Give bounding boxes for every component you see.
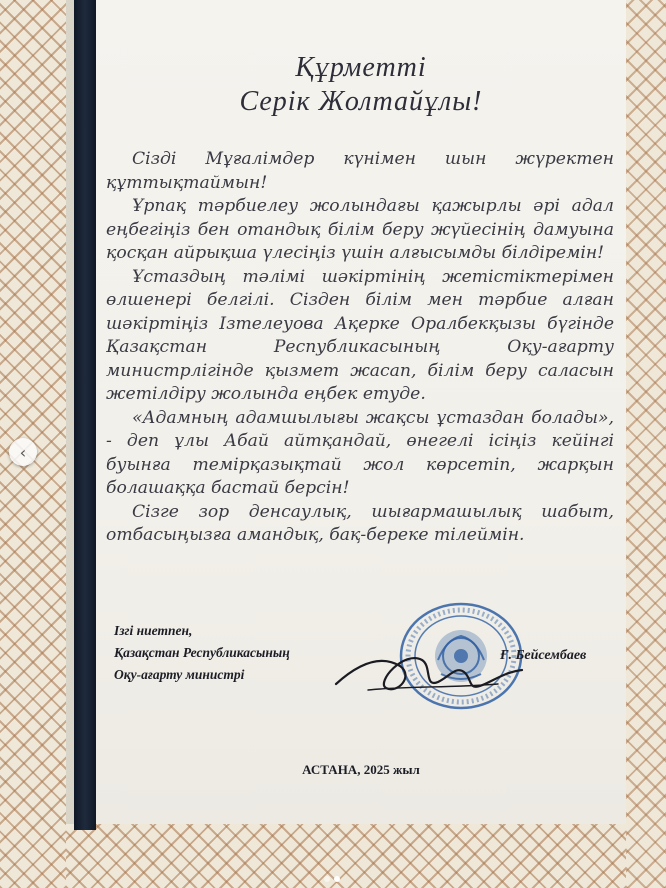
carousel-dots	[324, 876, 340, 882]
navy-stripe	[74, 0, 96, 830]
greeting-line1: Құрметті	[295, 52, 427, 83]
paragraph-2: Ұрпақ тәрбиелеу жолындағы қажырлы әрі адал еңбегіңіз бен отандық білім беру жүйесінің дамуына қосқан айрықша үлесіңіз үшін алғысымды білдіремін!	[106, 196, 614, 263]
paragraph-5: Сізге зор денсаулық, шығармашылық шабыт, отбасыңызға амандық, бақ-береке тілеймін.	[106, 501, 614, 545]
handwritten-signature-icon	[328, 636, 528, 706]
letter-body	[106, 148, 614, 548]
paragraph-1: Сізді Мұғалімдер күнімен шын жүректен құттықтаймын!	[106, 149, 614, 193]
closing-line2: Қазақстан Республикасының	[114, 645, 290, 660]
closing-line3: Оқу-ағарту министрі	[114, 667, 245, 682]
letter-paper	[96, 0, 626, 824]
paragraph-3: Ұстаздың тәлімі шәкіртінің жетістіктерімен өлшенері белгілі. Сізден білім мен тәрбие алған шәкіртіңіз Ізтелеуова Ақерке Оралбекқызы бүгінде Қазақстан Республикасының Оқу-ағарту министрлігінде қызмет жасап, білім беру саласын жетілдіру жолында еңбек етуде.	[106, 266, 614, 404]
signer-name: Ғ. Бейсембаев	[500, 648, 587, 663]
carousel-prev-button[interactable]	[9, 438, 37, 466]
carousel-dot-1[interactable]	[324, 876, 330, 882]
chevron-left-icon: ‹	[19, 442, 27, 462]
paragraph-4: «Адамның адамшылығы жақсы ұстаздан болады», - деп ұлы Абай айтқандай, өнегелі ісіңіз кейінгі буынға темірқазықтай жол көрсетіп, жарқын болашаққа бастай берсін!	[106, 407, 614, 498]
greeting-line2: Серік Жолтайұлы!	[239, 86, 483, 117]
carousel-dot-2[interactable]	[334, 876, 340, 882]
ornament-border-bottom	[66, 824, 626, 888]
ornament-border-right	[626, 0, 666, 888]
closing-line1: Ізгі ниетпен,	[114, 623, 193, 638]
closing-block	[114, 620, 290, 686]
place-date: АСТАНА, 2025 жыл	[302, 762, 420, 777]
